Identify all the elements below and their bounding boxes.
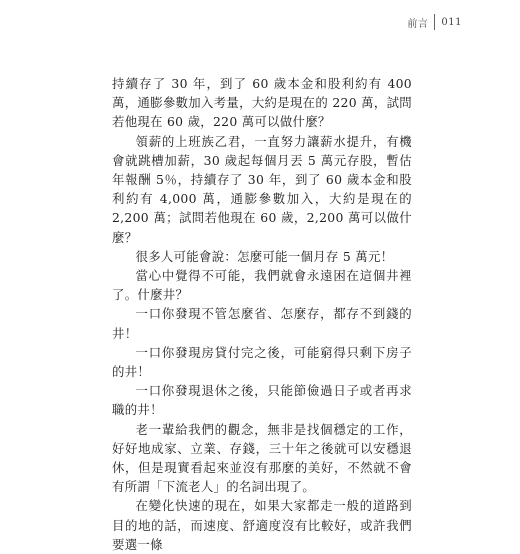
- body-text: [112, 74, 412, 554]
- paragraph: 當心中覺得不可能，我們就會永遠困在這個井裡了。什麼井？: [112, 268, 412, 303]
- paragraph: 老一輩給我們的觀念，無非是找個穩定的工作，好好地成家、立業、存錢，三十年之後就可以安穩退休，但是現實看起來並沒有那麼的美好，不然就不會有所謂「下流老人」的名詞出現了。: [112, 421, 412, 495]
- paragraph: 一口你發現房貸付完之後，可能窮得只剩下房子的井！: [112, 344, 412, 380]
- paragraph: 在變化快速的現在，如果大家都走一般的道路到目的地的話，而速度、舒適度沒有比較好，或許我們要選一條: [112, 498, 412, 552]
- header-divider: [434, 14, 435, 30]
- paragraph: 一口你發現不管怎麼省、怎麼存，都存不到錢的井！: [112, 306, 412, 341]
- paragraph: 很多人可能會說：怎麼可能一個月存 5 萬元！: [135, 248, 394, 264]
- page-number: 011: [441, 16, 462, 28]
- paragraph: 持續存了 30 年，到了 60 歲本金和股利約有 400 萬，通膨參數加入考量，大約是現在的 220 萬，試問若他現在 60 歲，220 萬可以做什麼？: [112, 76, 412, 130]
- paragraph: 一口你發現退休之後，只能節儉過日子或者再求職的井！: [112, 383, 412, 418]
- running-header: [407, 14, 462, 30]
- section-title: 前言: [407, 18, 429, 30]
- paragraph: 領薪的上班族乙君，一直努力讓薪水提升，有機會就跳槽加薪，30 歲起每個月丟 5 萬元存股，暫估年報酬 5％，持續存了 30 年，到了 60 歲本金和股利約有 4,000 萬，通膨參數加入，大約是現在的 2,200 萬；試問若他現在 60 歲，2,200 萬可以做什麼？: [112, 133, 412, 245]
